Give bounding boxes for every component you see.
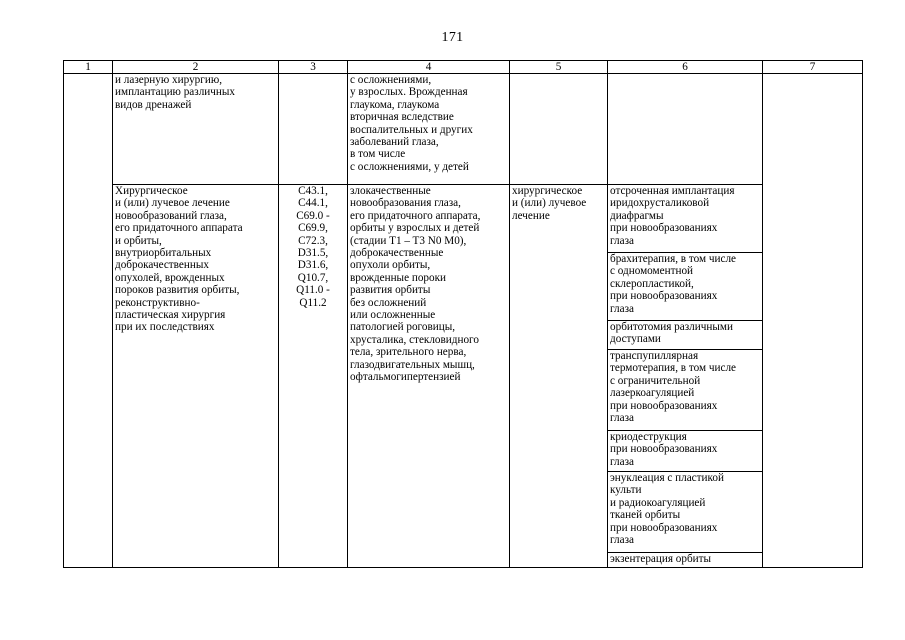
column-number: 5 (510, 61, 608, 74)
cell-method: криодеструкция при новообразованиях глаза (608, 431, 763, 472)
cell-col4-patient-model: злокачественные новообразования глаза, его придаточного аппарата, орбиты у взрослых и детей (стадии T1 – T3 N0 M0), доброкачественные опухоли орбиты, врожденные пороки развития орбиты без осложнений или осложненные патологией роговицы, хрусталика, стекловидного тела, зрительного нерва, глазодвигательных мышц, офтальмогипертензией (348, 185, 510, 568)
cell-method: орбитотомия различными доступами (608, 321, 763, 350)
cell-method: экзентерация орбиты (608, 553, 763, 568)
cell-method: отсроченная имплантация иридохрусталиковой диафрагмы при новообразованиях глаза (608, 185, 763, 253)
column-number: 3 (279, 61, 348, 74)
cell-col4-continuation: с осложнениями, у взрослых. Врожденная глаукома, глаукома вторичная вследствие воспалительных и других заболеваний глаза, в том числе с осложнениями, у детей (348, 74, 510, 185)
cell-col7 (763, 74, 863, 568)
column-number: 7 (763, 61, 863, 74)
table-row-continuation (64, 74, 863, 185)
column-number: 4 (348, 61, 510, 74)
cell-col5-continuation (510, 74, 608, 185)
cell-col5-treatment-type: хирургическое и (или) лучевое лечение (510, 185, 608, 568)
cell-col2-description: Хирургическое и (или) лучевое лечение новообразований глаза, его придаточного аппарата и орбиты, внутриорбитальных доброкачественных опухолей, врожденных пороков развития орбиты, реконструктивно- пластическая хирургия при их последствиях (113, 185, 279, 568)
table-row-main (64, 185, 863, 253)
cell-col3-continuation (279, 74, 348, 185)
cell-col1 (64, 74, 113, 568)
column-number-row (64, 61, 863, 74)
cell-method: энуклеация с пластикой культи и радиокоагуляцией тканей орбиты при новообразованиях глаза (608, 472, 763, 553)
page-number: 171 (441, 30, 464, 45)
cell-col3-icd-codes: C43.1, C44.1, C69.0 - C69.9, C72.3, D31.5, D31.6, Q10.7, Q11.0 - Q11.2 (279, 185, 348, 568)
column-number: 1 (64, 61, 113, 74)
cell-col2-continuation: и лазерную хирургию, имплантацию различных видов дренажей (113, 74, 279, 185)
cell-method: транспупиллярная термотерапия, в том числе с ограничительной лазеркоагуляцией при новообразованиях глаза (608, 350, 763, 431)
medical-care-table (63, 60, 863, 568)
column-number: 2 (113, 61, 279, 74)
cell-col6-continuation (608, 74, 763, 185)
cell-method: брахитерапия, в том числе с одномоментной склеропластикой, при новообразованиях глаза (608, 253, 763, 321)
column-number: 6 (608, 61, 763, 74)
